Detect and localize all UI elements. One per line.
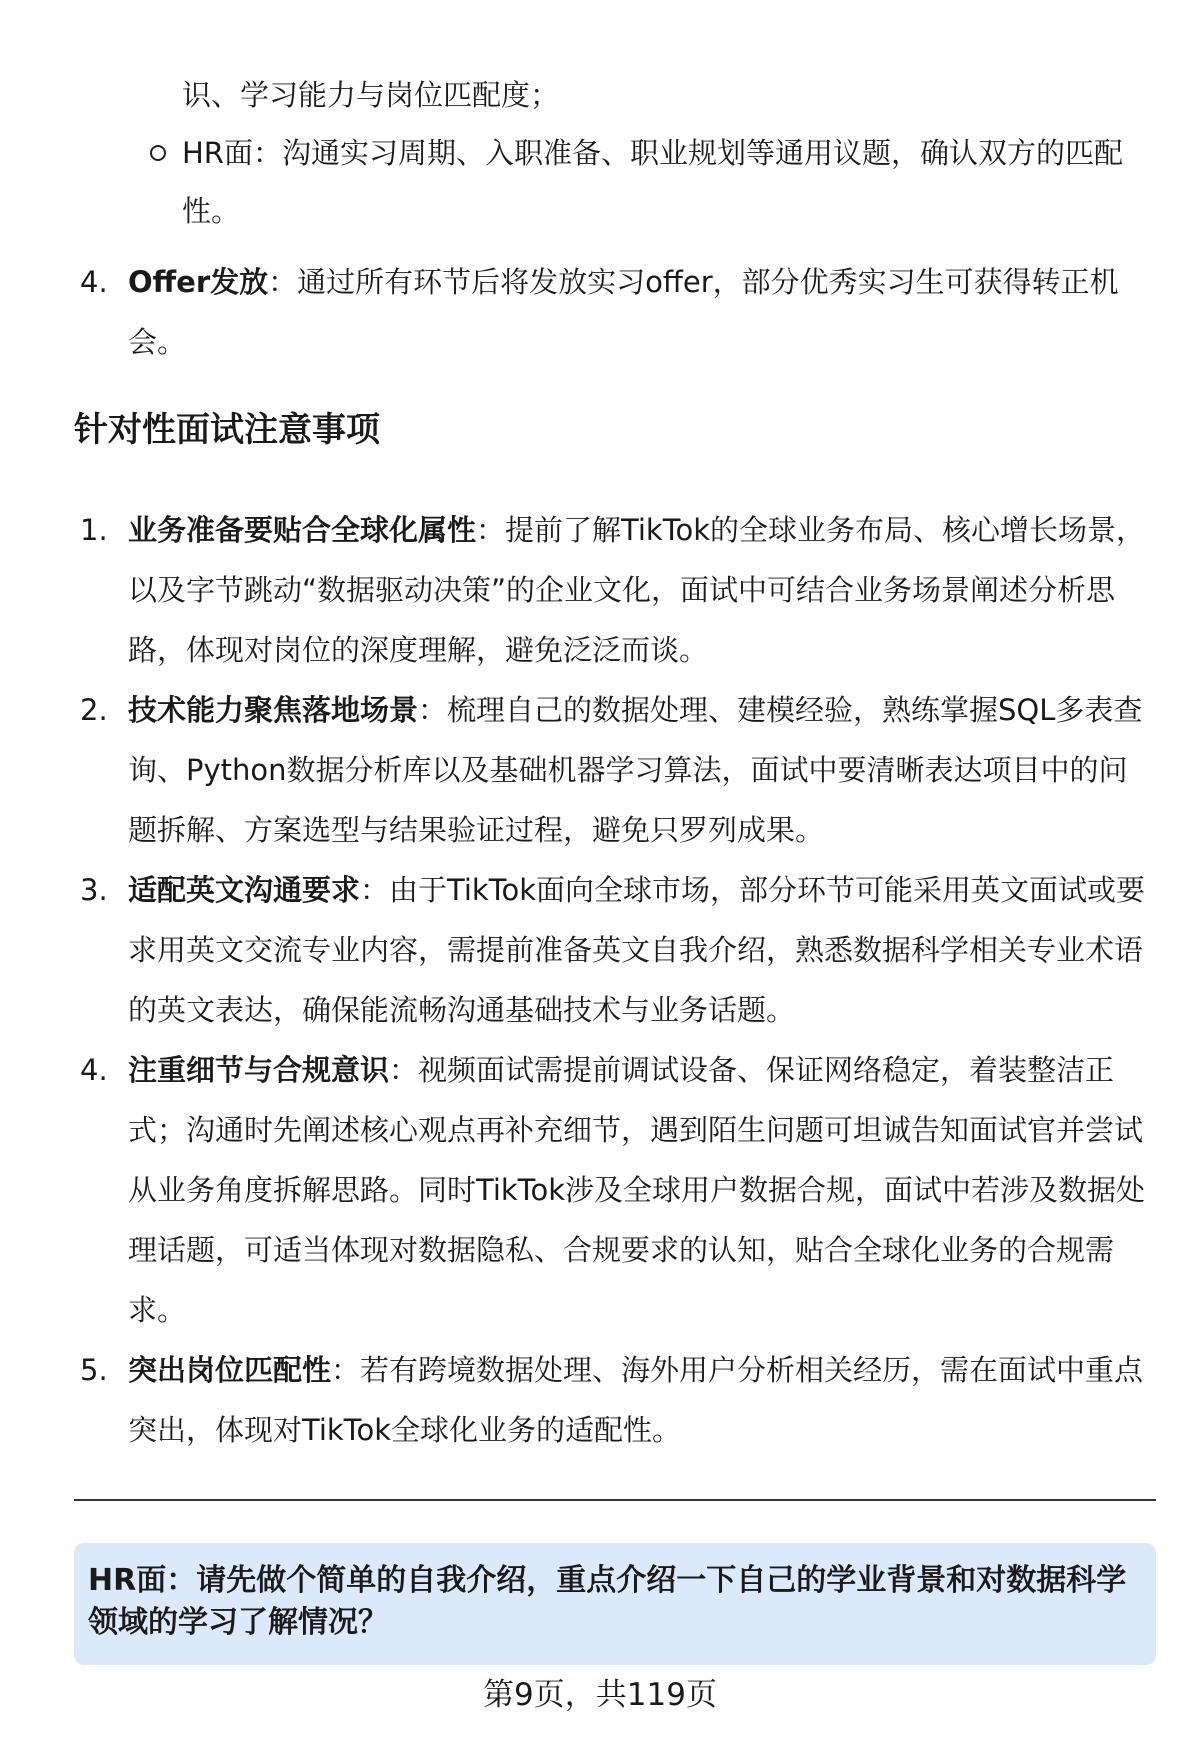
- list-item-text: [128, 1053, 1145, 1327]
- list-number: 2.: [80, 693, 108, 727]
- list-number: 4.: [80, 265, 108, 299]
- list-item-bold: Offer发放: [128, 265, 269, 299]
- list-item: [80, 680, 1155, 860]
- list-item-bold: 注重细节与合规意识: [128, 1053, 390, 1087]
- list-item-bold: 技术能力聚焦落地场景: [128, 693, 419, 727]
- section-divider: [74, 1499, 1156, 1501]
- list-item-bold: 突出岗位匹配性: [128, 1353, 332, 1387]
- list-item: [80, 500, 1155, 680]
- list-item-body: ：由于TikTok面向全球市场，部分环节可能采用英文面试或要求用英文交流专业内容，需提前准备英文自我介绍，熟悉数据科学相关专业术语的英文表达，确保能流畅沟通基础技术与业务话题。: [128, 873, 1146, 1027]
- list-number: 3.: [80, 873, 108, 907]
- list-item: [80, 1340, 1155, 1460]
- list-item: [80, 860, 1155, 1040]
- list-item: [80, 1040, 1155, 1340]
- question-box: [74, 1543, 1156, 1665]
- list-number: 5.: [80, 1353, 108, 1387]
- hr-interview-bullet-text: HR面：沟通实习周期、入职准备、职业规划等通用议题，确认双方的匹配性。: [182, 136, 1123, 228]
- section-title: 针对性面试注意事项: [74, 410, 380, 450]
- list-item-body: ：视频面试需提前调试设备、保证网络稳定，着装整洁正式；沟通时先阐述核心观点再补充细节，遇到陌生问题可坦诚告知面试官并尝试从业务角度拆解思路。同时TikTok涉及全球用户数据合规，面试中若涉及数据处理话题，可适当体现对数据隐私、合规要求的认知，贴合全球化业务的合规需求。: [128, 1053, 1145, 1327]
- list-item-body: ：若有跨境数据处理、海外用户分析相关经历，需在面试中重点突出，体现对TikTok全球化业务的适配性。: [128, 1353, 1144, 1447]
- continuation-text: 识、学习能力与岗位匹配度；: [182, 78, 560, 112]
- offer-list: [80, 252, 1155, 372]
- list-item-bold: 适配英文沟通要求: [128, 873, 361, 907]
- list-item-bold: 业务准备要贴合全球化属性: [128, 513, 477, 547]
- list-number: 1.: [80, 513, 108, 547]
- question-text: HR面：请先做个简单的自我介绍，重点介绍一下自己的学业背景和对数据科学领域的学习了解情况？: [88, 1563, 1127, 1640]
- list-item-text: [128, 873, 1145, 1027]
- tips-list: [80, 500, 1155, 1460]
- list-item-text: [128, 513, 1145, 667]
- list-item: [80, 252, 1155, 372]
- list-item-text: [128, 1353, 1143, 1447]
- hollow-circle-bullet-icon: [150, 145, 166, 161]
- list-item-text: [128, 265, 1119, 359]
- list-item-body: ：提前了解TikTok的全球业务布局、核心增长场景，以及字节跳动“数据驱动决策”的企业文化，面试中可结合业务场景阐述分析思路，体现对岗位的深度理解，避免泛泛而谈。: [128, 513, 1146, 667]
- list-item-text: [128, 693, 1142, 847]
- list-item-body: ：通过所有环节后将发放实习offer，部分优秀实习生可获得转正机会。: [128, 265, 1119, 359]
- list-item-body: ：梳理自己的数据处理、建模经验，熟练掌握SQL多表查询、Python数据分析库以及基础机器学习算法，面试中要清晰表达项目中的问题拆解、方案选型与结果验证过程，避免只罗列成果。: [128, 693, 1143, 847]
- page-number: 第9页，共119页: [483, 1677, 717, 1713]
- list-number: 4.: [80, 1053, 108, 1087]
